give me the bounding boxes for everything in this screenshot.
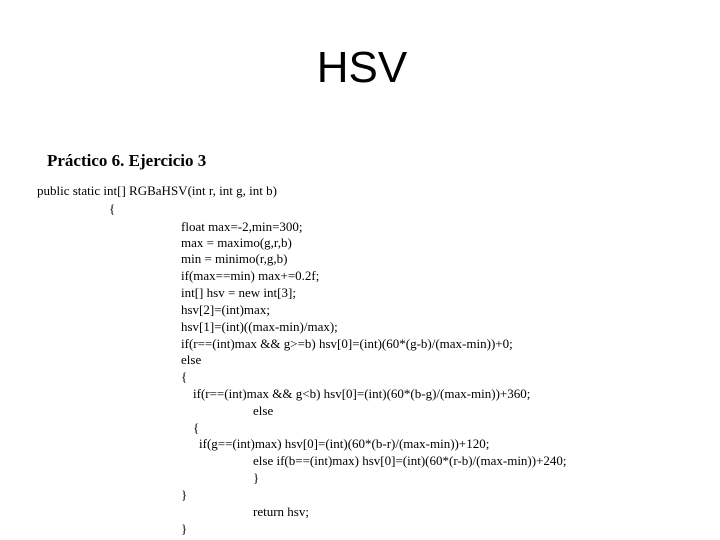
code-line: { — [109, 201, 116, 216]
code-line: else — [253, 403, 274, 418]
code-line: else if(b==(int)max) hsv[0]=(int)(60*(r-b)/(max-min))+240; — [253, 453, 567, 468]
code-block — [0, 180, 720, 540]
code-line: hsv[1]=(int)((max-min)/max); — [181, 319, 338, 334]
code-line: else — [181, 352, 202, 367]
code-line: { — [193, 420, 200, 435]
code-line: max = maximo(g,r,b) — [181, 235, 292, 250]
code-line: min = minimo(r,g,b) — [181, 251, 288, 266]
code-line: hsv[2]=(int)max; — [181, 302, 270, 317]
code-line: if(r==(int)max && g>=b) hsv[0]=(int)(60*(g-b)/(max-min))+0; — [181, 336, 513, 351]
code-line: int[] hsv = new int[3]; — [181, 285, 296, 300]
code-line: float max=-2,min=300; — [181, 219, 303, 234]
code-line: } — [181, 521, 188, 536]
code-line: if(r==(int)max && g<b) hsv[0]=(int)(60*(b-g)/(max-min))+360; — [193, 386, 531, 401]
slide-title: HSV — [316, 43, 408, 92]
code-line: if(max==min) max+=0.2f; — [181, 268, 320, 283]
code-line: return hsv; — [253, 504, 309, 519]
slide-subtitle: Práctico 6. Ejercicio 3 — [47, 151, 207, 170]
code-line: public static int[] RGBaHSV(int r, int g, int b) — [37, 183, 277, 198]
code-line: if(g==(int)max) hsv[0]=(int)(60*(b-r)/(max-min))+120; — [199, 436, 490, 451]
code-line: } — [253, 470, 260, 485]
code-line: } — [181, 487, 188, 502]
code-line: { — [181, 369, 188, 384]
